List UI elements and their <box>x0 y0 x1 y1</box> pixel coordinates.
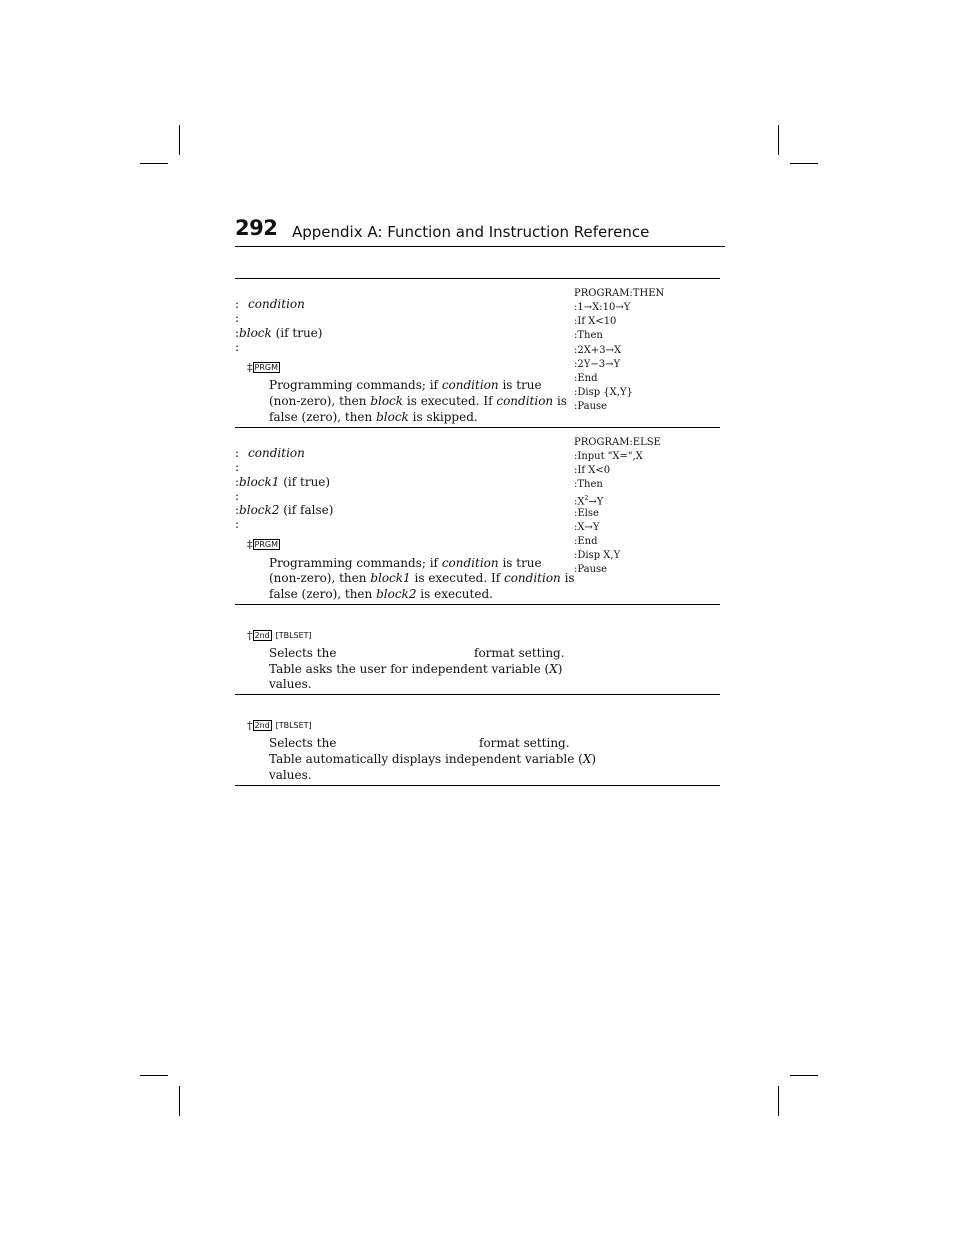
example-line: :2X+3→X <box>574 345 622 356</box>
example-line: :Then <box>574 479 603 490</box>
description-line: values. <box>269 768 312 782</box>
crop-mark <box>140 1075 168 1076</box>
menu-location: ‡ PRGM <box>247 538 278 551</box>
example-line: :Input "X=",X <box>574 451 643 462</box>
table-top-rule <box>235 278 720 279</box>
example-line: :Pause <box>574 564 608 575</box>
page-header <box>235 216 725 247</box>
syntax-line: : <box>235 340 240 354</box>
description-line: (non-zero), then block is executed. If condition is <box>269 394 567 408</box>
syntax-line: : <box>235 460 240 474</box>
syntax-line: : condition <box>235 446 305 460</box>
description-line: values. <box>269 677 312 691</box>
entry-divider <box>235 604 720 605</box>
description-line: Programming commands; if condition is true <box>269 556 542 570</box>
syntax-line: : <box>235 489 240 503</box>
tblset-key: [TBLSET] <box>275 721 312 730</box>
2nd-key: 2nd <box>254 631 270 640</box>
example-line: :Else <box>574 508 599 519</box>
syntax-line: :block2 (if false) <box>235 503 334 517</box>
page-number: 292 <box>235 216 278 240</box>
example-line: :X→Y <box>574 522 600 533</box>
menu-location: † 2nd [TBLSET] <box>247 719 312 732</box>
crop-mark <box>778 1086 779 1116</box>
crop-mark <box>790 1075 818 1076</box>
entry-divider <box>235 427 720 428</box>
syntax-line: : condition <box>235 297 305 311</box>
example-line: :End <box>574 536 598 547</box>
description-line: Table automatically displays independent variable (X) <box>269 752 597 766</box>
2nd-key: 2nd <box>254 721 270 730</box>
description-line: Programming commands; if condition is true <box>269 378 542 392</box>
menu-location: † 2nd [TBLSET] <box>247 629 312 642</box>
description-line: (non-zero), then block1 is executed. If condition is <box>269 571 575 585</box>
prgm-key: PRGM <box>254 363 278 372</box>
example-line: :End <box>574 373 598 384</box>
crop-mark <box>778 125 779 155</box>
description-line: false (zero), then block2 is executed. <box>269 587 493 601</box>
example-line: :Disp {X,Y} <box>574 387 633 398</box>
description-line: format setting. <box>474 646 565 660</box>
description-line: false (zero), then block is skipped. <box>269 410 478 424</box>
crop-mark <box>790 163 818 164</box>
example-line: PROGRAM:ELSE <box>574 437 661 448</box>
crop-mark <box>179 125 180 155</box>
description-line: Selects the <box>269 646 337 660</box>
description-line: format setting. <box>479 736 570 750</box>
example-line: :Disp X,Y <box>574 550 621 561</box>
example-line: :If X<0 <box>574 465 611 476</box>
example-line: :2Y−3→Y <box>574 359 621 370</box>
crop-mark <box>140 163 168 164</box>
crop-mark <box>179 1086 180 1116</box>
entry-divider <box>235 694 720 695</box>
menu-location: ‡ PRGM <box>247 361 278 374</box>
description-line: Selects the <box>269 736 337 750</box>
syntax-line: :block1 (if true) <box>235 475 331 489</box>
syntax-line: : <box>235 311 240 325</box>
syntax-line: :block (if true) <box>235 326 323 340</box>
example-line: PROGRAM:THEN <box>574 288 665 299</box>
example-line: :1→X:10→Y <box>574 302 631 313</box>
page-title: Appendix A: Function and Instruction Reference <box>292 223 650 241</box>
example-line: :Pause <box>574 401 608 412</box>
tblset-key: [TBLSET] <box>275 631 312 640</box>
entry-divider <box>235 785 720 786</box>
syntax-line: : <box>235 517 240 531</box>
example-line: $:X^2\to Y$ <box>574 495 604 508</box>
description-line: Table asks the user for independent variable (X) <box>269 662 563 676</box>
example-line: :Then <box>574 330 603 341</box>
example-line: :If X<10 <box>574 316 617 327</box>
prgm-key: PRGM <box>254 540 278 549</box>
